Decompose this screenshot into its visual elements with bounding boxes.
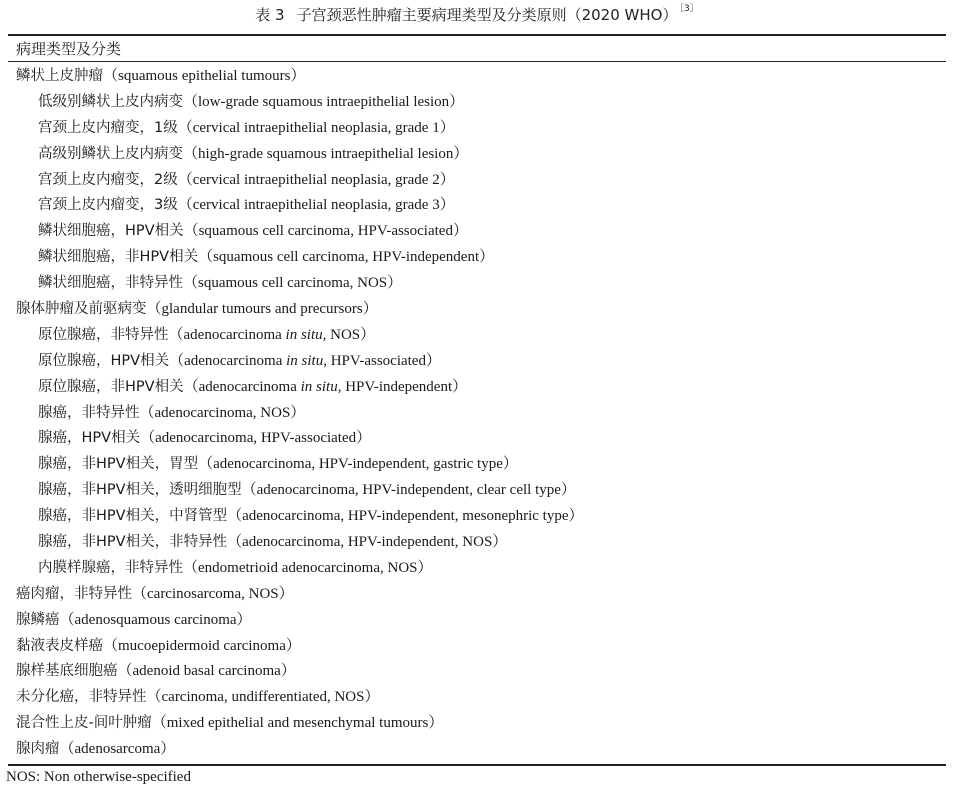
table-body — [0, 64, 954, 763]
english-term-text: （adenocarcinoma, HPV-independent, mesonephric type） — [227, 508, 584, 525]
english-term — [147, 689, 380, 705]
category-row — [0, 685, 954, 711]
english-term — [183, 560, 433, 576]
english-term-text: （adenosquamous carcinoma） — [59, 611, 252, 628]
english-term-text: （adenocarcinoma, HPV-independent, NOS） — [227, 534, 508, 551]
chinese-term: 腺癌，非特异性 — [38, 404, 140, 421]
english-term-text: （adenocarcinoma — [169, 352, 287, 369]
english-term-text: （endometrioid adenocarcinoma, NOS） — [183, 559, 433, 576]
english-term-italic: in situ — [285, 326, 323, 343]
subcategory-row — [0, 219, 954, 245]
english-term-text: （adenosarcoma） — [59, 741, 176, 758]
english-term — [103, 638, 301, 654]
english-term-italic: in situ — [286, 352, 324, 369]
chinese-term: 内膜样腺癌，非特异性 — [38, 559, 183, 576]
chinese-term: 腺癌，非HPV相关，胃型 — [38, 456, 199, 473]
chinese-term: 低级别鳞状上皮内病变 — [38, 93, 183, 110]
english-term-text: （low-grade squamous intraepithelial lesion） — [183, 93, 465, 110]
english-term — [183, 94, 464, 110]
english-term — [178, 120, 455, 136]
english-term-text: （cervical intraepithelial neoplasia, grade 3） — [177, 197, 455, 214]
english-term — [103, 68, 305, 84]
english-term — [147, 301, 378, 317]
category-row — [0, 737, 954, 763]
chinese-term: 黏液表皮样癌 — [16, 637, 103, 654]
chinese-term: 宫颈上皮内瘤变，1级 — [38, 119, 178, 136]
category-row — [0, 297, 954, 323]
chinese-term: 腺癌，非HPV相关，透明细胞型 — [38, 482, 242, 499]
table-title-text: 子宫颈恶性肿瘤主要病理类型及分类原则（2020 WHO） — [296, 6, 678, 24]
english-term — [183, 146, 468, 162]
top-rule — [8, 34, 946, 36]
english-term-suffix: , HPV-associated） — [323, 352, 441, 369]
chinese-term: 高级别鳞状上皮内病变 — [38, 145, 183, 162]
chinese-term: 腺癌，HPV相关 — [38, 430, 141, 447]
english-term-text: （squamous cell carcinoma, NOS） — [183, 275, 403, 292]
subcategory-row — [0, 245, 954, 271]
chinese-term: 原位腺癌，非HPV相关 — [38, 378, 184, 395]
english-term — [227, 508, 583, 524]
reference-marker: ［3］ — [679, 4, 699, 14]
subcategory-row — [0, 323, 954, 349]
subcategory-row — [0, 556, 954, 582]
english-term-text: （adenocarcinoma — [183, 378, 301, 395]
english-term-text: （adenocarcinoma — [168, 326, 286, 343]
english-term — [60, 741, 176, 757]
english-term-text: （adenoid basal carcinoma） — [117, 663, 296, 680]
english-term-text: （squamous cell carcinoma, HPV-independent） — [198, 249, 495, 266]
english-term — [184, 223, 468, 239]
subcategory-row — [0, 271, 954, 297]
category-row — [0, 64, 954, 90]
chinese-term: 腺体肿瘤及前驱病变 — [16, 301, 147, 318]
english-term-text: （adenocarcinoma, HPV-independent, clear cell type） — [241, 482, 576, 499]
english-term — [178, 197, 455, 213]
chinese-term: 原位腺癌，HPV相关 — [38, 352, 170, 369]
english-term-text: （cervical intraepithelial neoplasia, grade 1） — [177, 119, 455, 136]
english-term — [132, 586, 294, 602]
chinese-term: 鳞状细胞癌，非HPV相关 — [38, 249, 199, 266]
chinese-term: 鳞状细胞癌，非特异性 — [38, 275, 183, 292]
subcategory-row — [0, 401, 954, 427]
english-term — [198, 456, 518, 472]
english-term — [242, 482, 576, 498]
english-term — [178, 172, 455, 188]
english-term — [140, 430, 371, 446]
english-term-text: （squamous cell carcinoma, HPV-associated） — [183, 223, 468, 240]
subcategory-row — [0, 375, 954, 401]
category-row — [0, 634, 954, 660]
chinese-term: 鳞状细胞癌，HPV相关 — [38, 223, 184, 240]
subcategory-row — [0, 478, 954, 504]
english-term — [169, 353, 441, 369]
chinese-term: 鳞状上皮肿瘤 — [16, 68, 103, 84]
chinese-term: 宫颈上皮内瘤变，2级 — [38, 171, 178, 188]
english-term — [140, 405, 306, 421]
header-rule — [8, 61, 946, 62]
english-term-text: （cervical intraepithelial neoplasia, grade 2） — [177, 171, 455, 188]
english-term — [152, 715, 444, 731]
chinese-term: 宫颈上皮内瘤变，3级 — [38, 197, 178, 214]
english-term — [169, 327, 376, 343]
subcategory-row — [0, 193, 954, 219]
english-term-suffix: , NOS） — [322, 326, 376, 343]
footnote: NOS: Non otherwise-specified — [6, 769, 191, 785]
english-term-text: （mucoepidermoid carcinoma） — [103, 637, 301, 654]
english-term-text: （adenocarcinoma, NOS） — [139, 404, 306, 421]
category-row — [0, 711, 954, 737]
subcategory-row — [0, 168, 954, 194]
category-row — [0, 582, 954, 608]
chinese-term: 腺样基底细胞癌 — [16, 663, 118, 680]
english-term-suffix: , HPV-independent） — [337, 378, 468, 395]
column-header: 病理类型及分类 — [16, 40, 122, 58]
subcategory-row — [0, 116, 954, 142]
english-term-text: （carcinoma, undifferentiated, NOS） — [146, 689, 380, 706]
english-term — [227, 534, 507, 550]
english-term-text: （glandular tumours and precursors） — [146, 301, 378, 318]
english-term-text: （squamous epithelial tumours） — [103, 68, 306, 84]
english-term — [183, 275, 402, 291]
chinese-term: 腺癌，非HPV相关，中肾管型 — [38, 508, 228, 525]
subcategory-row — [0, 90, 954, 116]
subcategory-row — [0, 504, 954, 530]
category-row — [0, 659, 954, 685]
english-term-text: （adenocarcinoma, HPV-associated） — [140, 430, 372, 447]
subcategory-row — [0, 349, 954, 375]
chinese-term: 未分化癌，非特异性 — [16, 689, 147, 706]
english-term-text: （high-grade squamous intraepithelial lesion） — [183, 145, 469, 162]
chinese-term: 腺肉瘤 — [16, 741, 60, 758]
subcategory-row — [0, 142, 954, 168]
chinese-term: 混合性上皮-间叶肿瘤 — [16, 715, 152, 732]
chinese-term: 癌肉瘤，非特异性 — [16, 585, 132, 602]
bottom-rule — [8, 764, 946, 766]
english-term-italic: in situ — [300, 378, 338, 395]
english-term-text: （adenocarcinoma, HPV-independent, gastric type） — [198, 456, 518, 473]
english-term — [184, 379, 468, 395]
english-term-text: （carcinosarcoma, NOS） — [132, 585, 294, 602]
chinese-term: 原位腺癌，非特异性 — [38, 326, 169, 343]
subcategory-row — [0, 426, 954, 452]
subcategory-row — [0, 452, 954, 478]
category-row — [0, 608, 954, 634]
chinese-term: 腺鳞癌 — [16, 611, 60, 628]
chinese-term: 腺癌，非HPV相关，非特异性 — [38, 534, 228, 551]
english-term — [60, 612, 252, 628]
english-term — [198, 249, 494, 265]
subcategory-row — [0, 530, 954, 556]
table-label: 表 3 — [255, 6, 285, 24]
table-title — [0, 4, 954, 25]
english-term-text: （mixed epithelial and mesenchymal tumours） — [151, 715, 444, 732]
english-term — [118, 663, 296, 679]
